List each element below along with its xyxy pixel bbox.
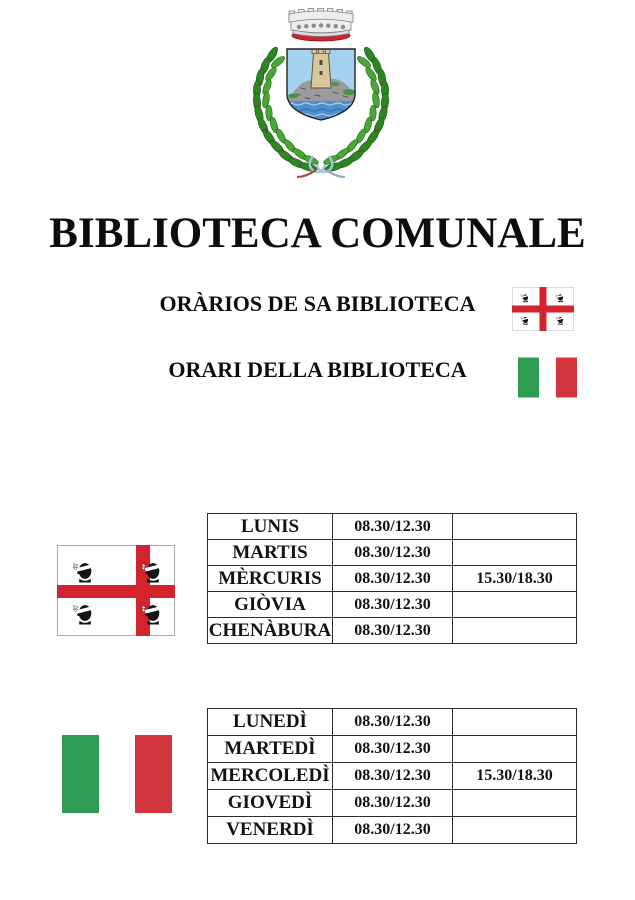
cell-morning: 08.30/12.30 [333,709,453,736]
cell-afternoon [453,736,577,763]
cell-morning: 08.30/12.30 [333,817,453,844]
sardinian-hours-table [207,513,577,644]
cell-day: CHENÀBURA [208,618,333,644]
cell-morning: 08.30/12.30 [333,540,453,566]
table-row [208,618,577,644]
cell-afternoon [453,618,577,644]
cell-day: GIOVEDÌ [208,790,333,817]
table-row [208,540,577,566]
table-row [208,763,577,790]
mural-crown-icon [289,8,353,41]
cell-day: LUNIS [208,514,333,540]
cell-morning: 08.30/12.30 [333,514,453,540]
cell-morning: 08.30/12.30 [333,763,453,790]
cell-day: VENERDÌ [208,817,333,844]
cell-day: MARTEDÌ [208,736,333,763]
cell-morning: 08.30/12.30 [333,618,453,644]
subtitle-sardinian: ORÀRIOS DE SA BIBLIOTECA [159,291,476,316]
municipal-coat-of-arms-icon [245,8,397,178]
cell-morning: 08.30/12.30 [333,566,453,592]
cell-afternoon [453,592,577,618]
italy-flag-icon [518,357,577,398]
cell-afternoon [453,709,577,736]
cell-afternoon: 15.30/18.30 [453,566,577,592]
tower-icon [311,49,331,88]
cell-day: LUNEDÌ [208,709,333,736]
table-row [208,709,577,736]
shield-icon [286,49,358,124]
cell-afternoon [453,514,577,540]
cell-morning: 08.30/12.30 [333,790,453,817]
italy-flag [62,735,172,813]
italian-hours-table [207,708,577,844]
cell-afternoon [453,540,577,566]
table-row [208,790,577,817]
cell-morning: 08.30/12.30 [333,592,453,618]
cell-day: GIÒVIA [208,592,333,618]
cell-afternoon [453,790,577,817]
cell-afternoon [453,817,577,844]
cell-day: MARTIS [208,540,333,566]
page-title: BIBLIOTECA COMUNALE [49,210,586,257]
sardinia-flag [57,545,175,636]
subtitle-italian: ORARI DELLA BIBLIOTECA [168,357,467,382]
table-row [208,566,577,592]
cell-day: MÈRCURIS [208,566,333,592]
cell-afternoon: 15.30/18.30 [453,763,577,790]
table-row [208,514,577,540]
table-row [208,817,577,844]
sardinia-flag-icon [512,287,574,331]
cell-day: MERCOLEDÌ [208,763,333,790]
table-row [208,592,577,618]
cell-morning: 08.30/12.30 [333,736,453,763]
table-row [208,736,577,763]
